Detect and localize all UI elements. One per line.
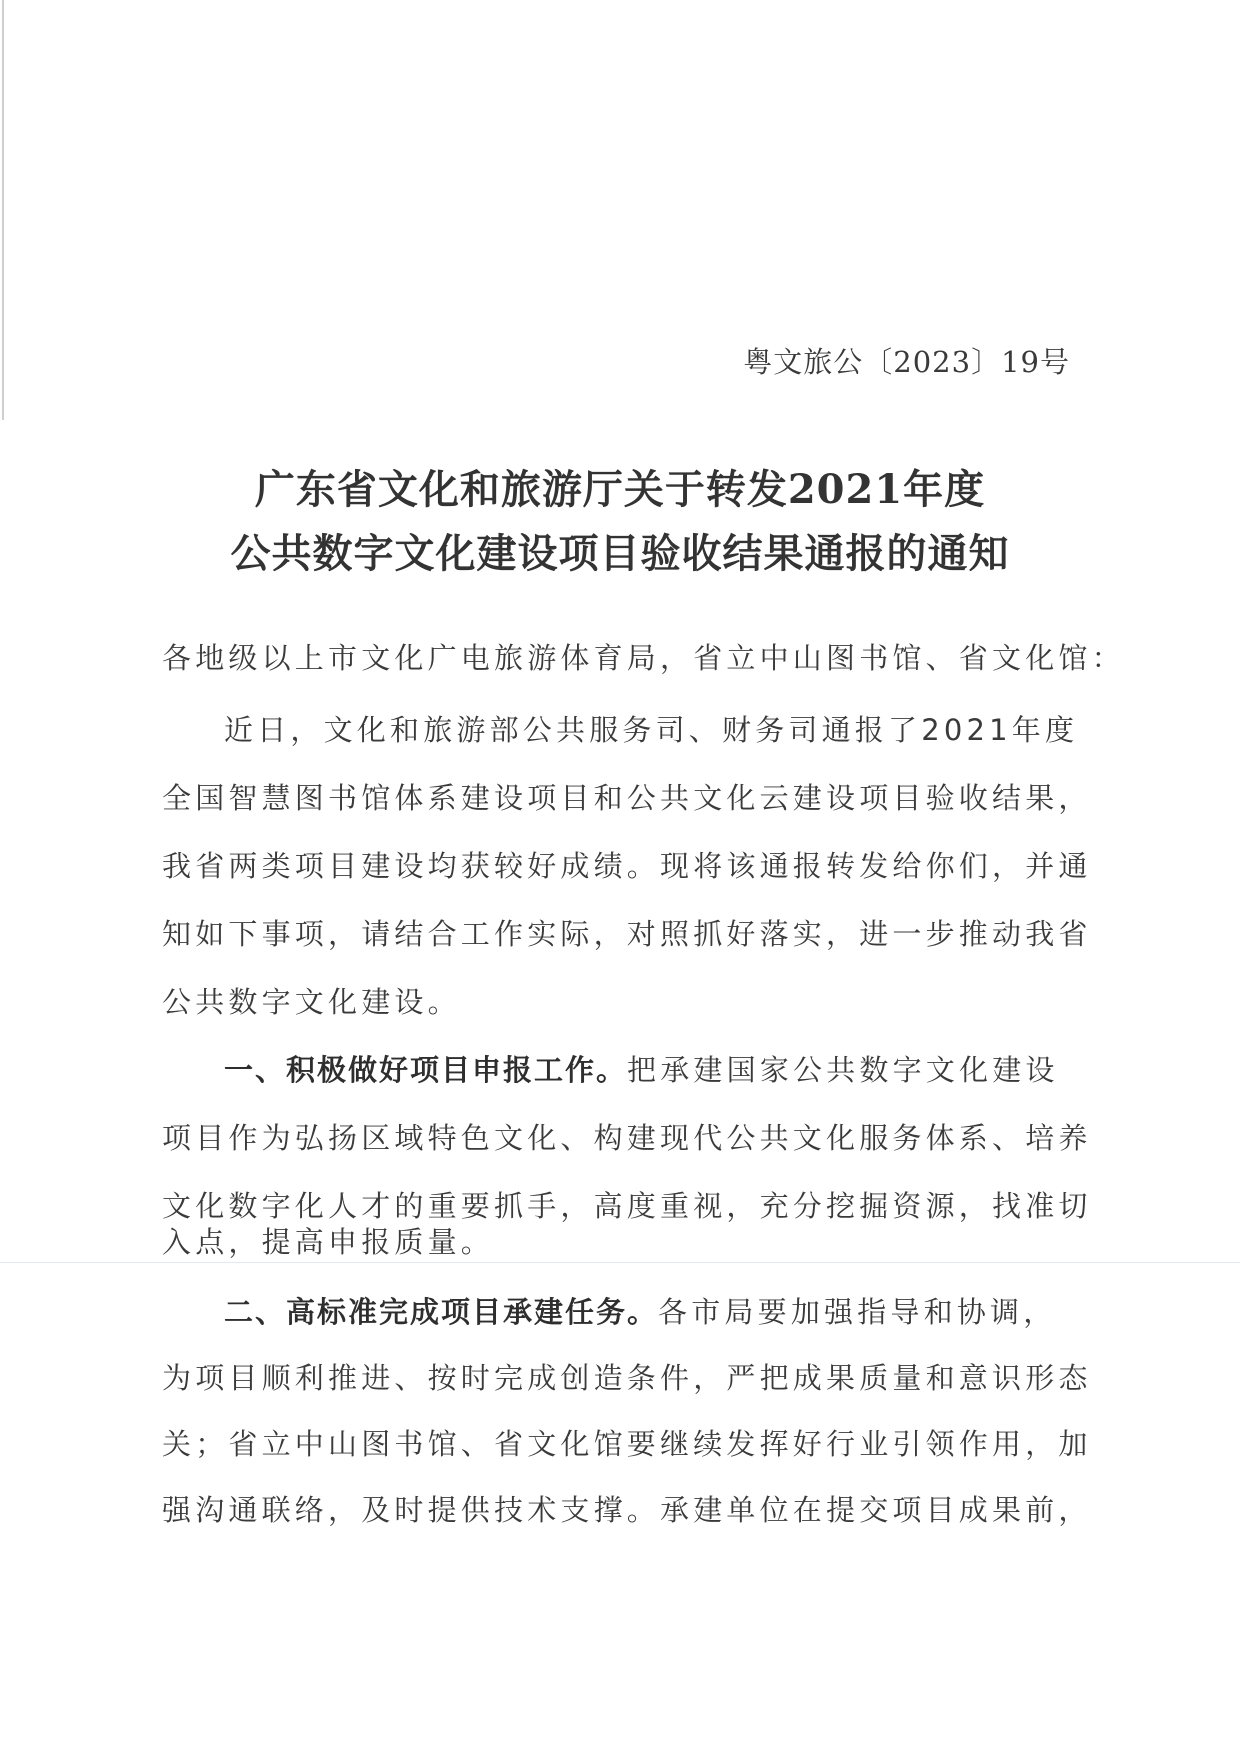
paragraph-1-line-3: 我省两类项目建设均获较好成绩。现将该通报转发给你们，并通 [162,849,1092,883]
paragraph-1-line-5: 公共数字文化建设。 [162,985,461,1019]
document-number: 粤文旅公〔2023〕19号 [743,345,1070,379]
paragraph-2-line-1 [224,1052,1134,1088]
paragraph-2-line-1-rest: 把承建国家公共数字文化建设 [627,1053,1059,1087]
scan-fold-line [0,1262,1240,1263]
paragraph-2-line-3: 文化数字化人才的重要抓手，高度重视，充分挖掘资源，找准切 [162,1189,1092,1223]
paragraph-1-line-4: 知如下事项，请结合工作实际，对照抓好落实，进一步推动我省 [162,917,1092,951]
paragraph-2-line-4: 入点，提高申报质量。 [162,1225,495,1259]
section-heading-2: 二、高标准完成项目承建任务。 [224,1295,659,1329]
paragraph-1-line-2: 全国智慧图书馆体系建设项目和公共文化云建设项目验收结果， [162,781,1092,815]
section-heading-1: 一、积极做好项目申报工作。 [224,1053,628,1087]
paragraph-3-line-1-rest: 各市局要加强指导和协调， [658,1295,1057,1329]
paragraph-3-line-1 [224,1294,1134,1330]
scan-edge [2,0,4,420]
document-title-line-2: 公共数字文化建设项目验收结果通报的通知 [230,530,1010,577]
paragraph-1-line-1: 近日，文化和旅游部公共服务司、财务司通报了2021年度 [224,713,1079,747]
salutation: 各地级以上市文化广电旅游体育局，省立中山图书馆、省文化馆： [162,641,1125,675]
paragraph-3-line-3: 关；省立中山图书馆、省文化馆要继续发挥好行业引领作用，加 [162,1427,1092,1461]
paragraph-3-line-4: 强沟通联络，及时提供技术支撑。承建单位在提交项目成果前， [162,1493,1092,1527]
paragraph-3-line-2: 为项目顺利推进、按时完成创造条件，严把成果质量和意识形态 [162,1361,1092,1395]
paragraph-2-line-2: 项目作为弘扬区域特色文化、构建现代公共文化服务体系、培养 [162,1121,1092,1155]
document-title-line-1: 广东省文化和旅游厅关于转发2021年度 [254,466,986,513]
